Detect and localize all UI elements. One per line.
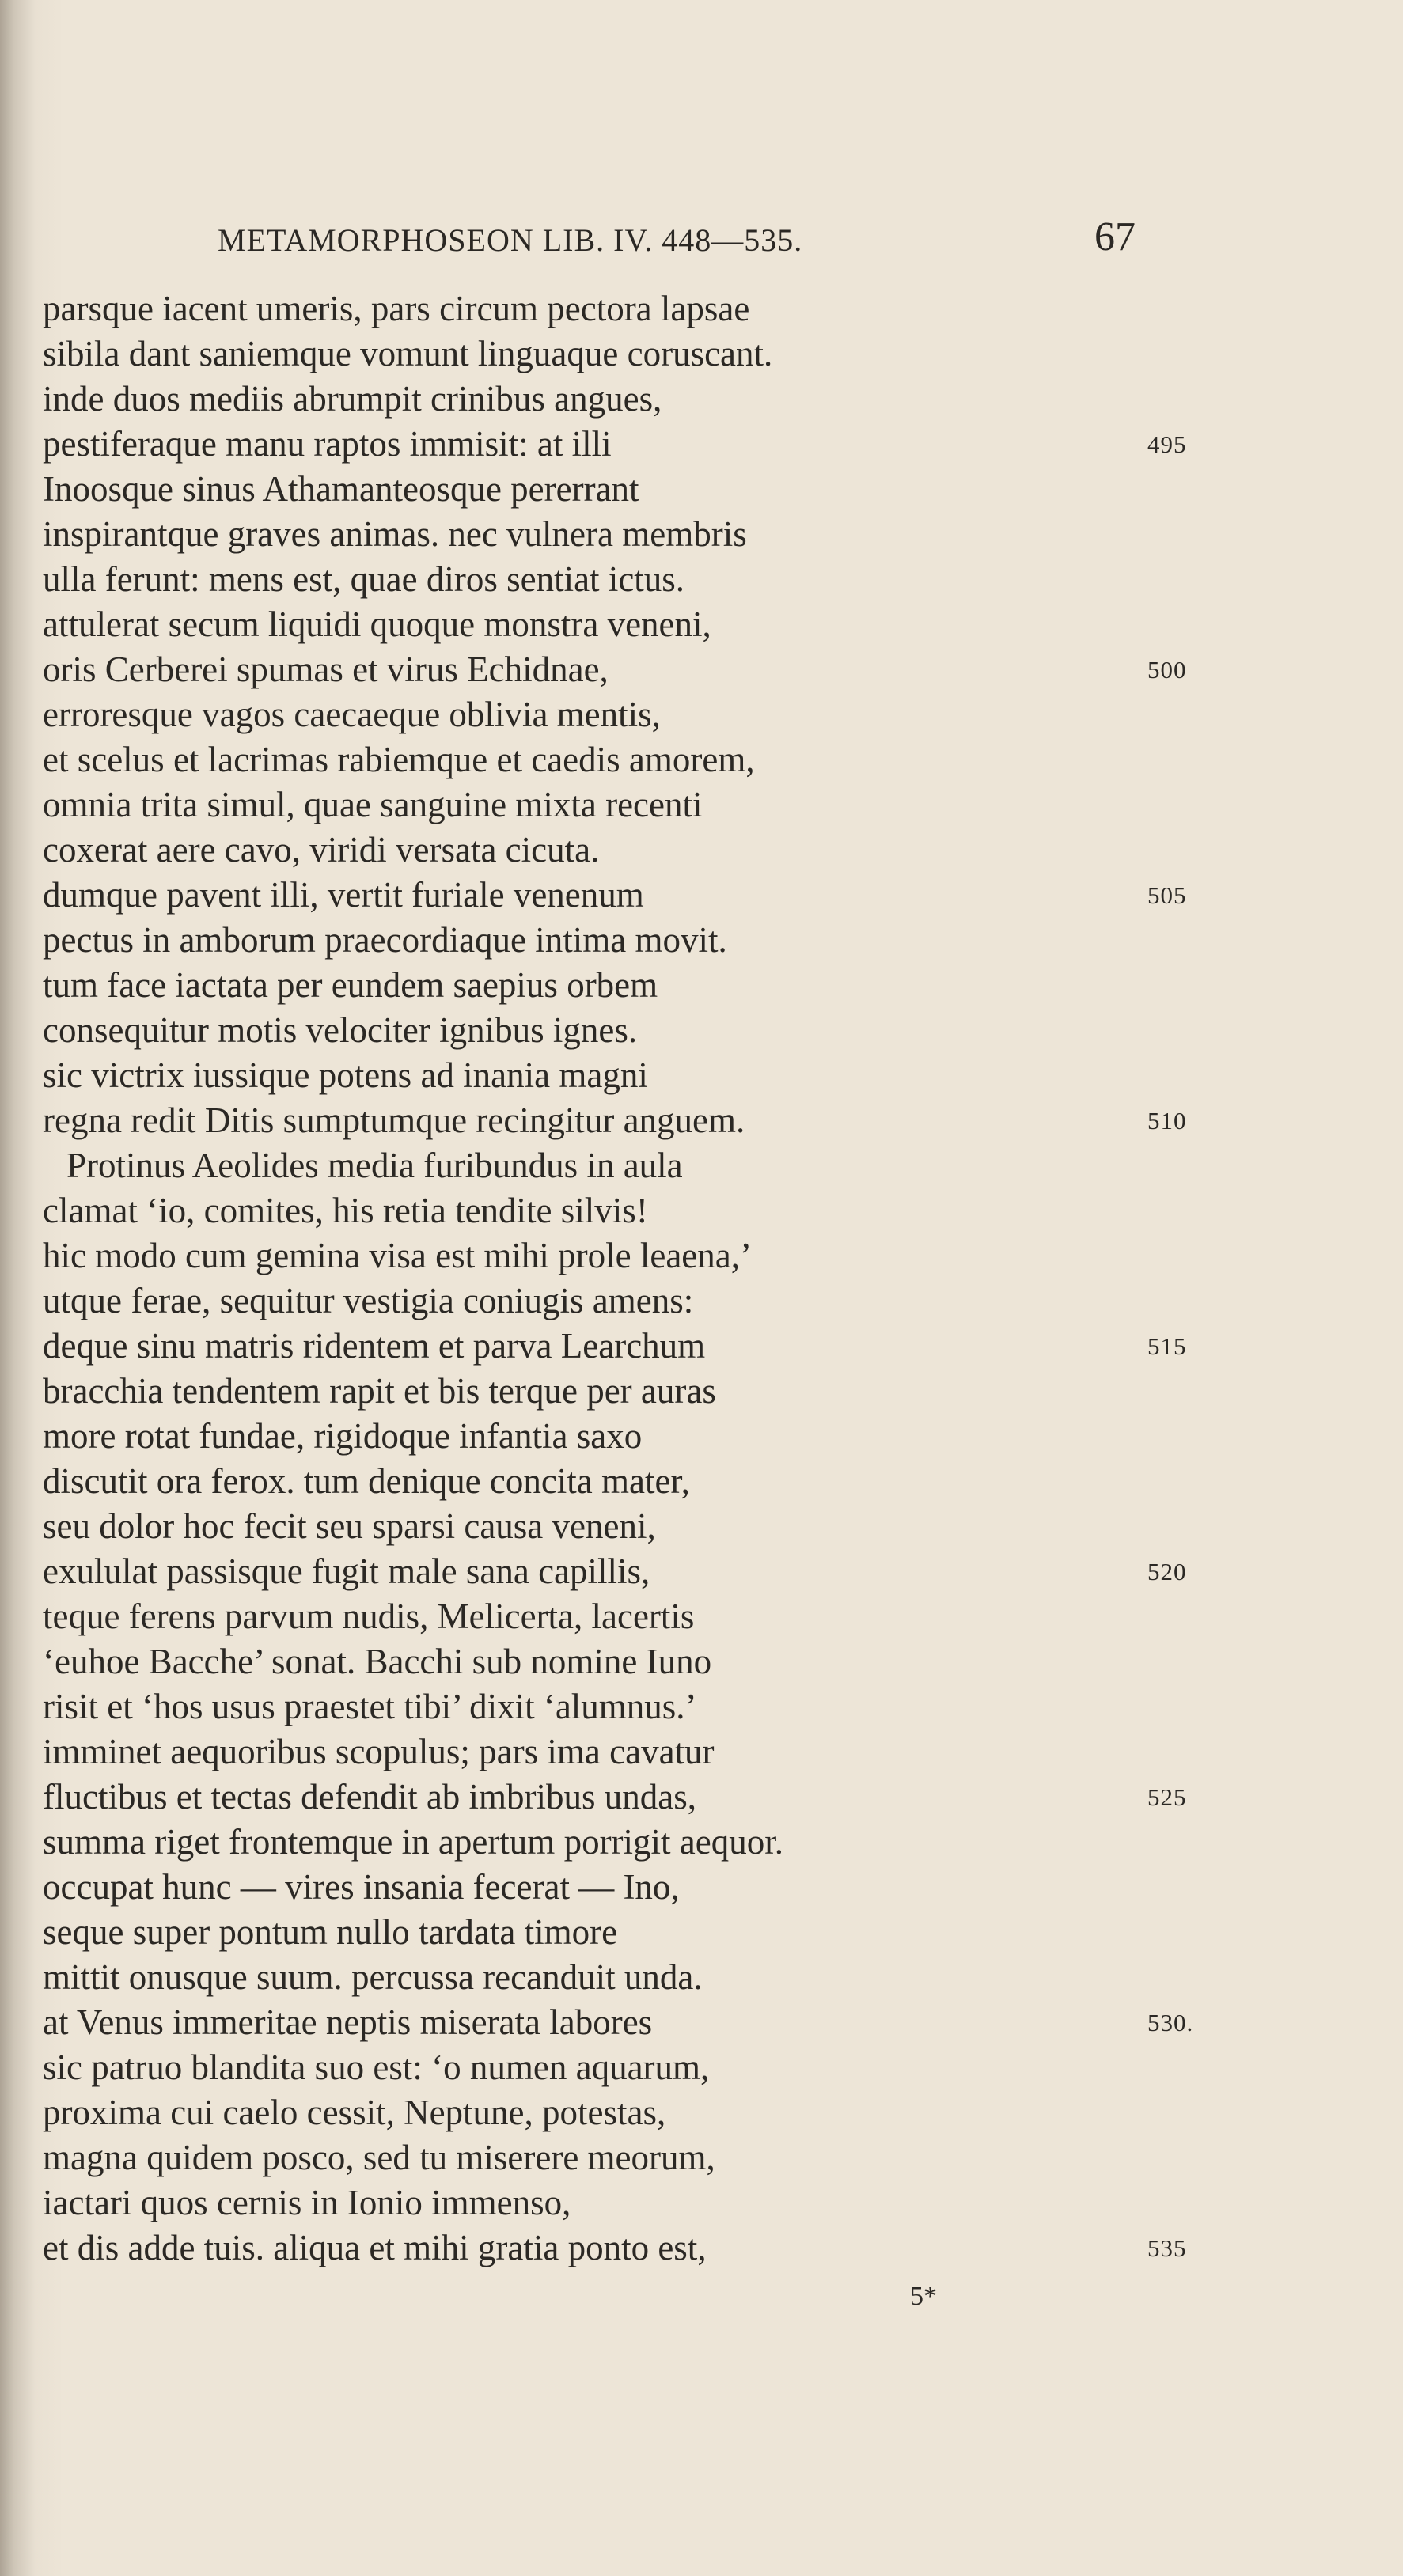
- verse-line-text: at Venus immeritae neptis miserata labores: [43, 2002, 653, 2042]
- verse-line-text: sic victrix iussique potens ad inania magni: [43, 1055, 648, 1095]
- verse-line: [43, 1008, 1214, 1053]
- verse-line-text: hic modo cum gemina visa est mihi prole leaena,’: [43, 1236, 752, 1275]
- verse-line: [43, 467, 1214, 512]
- verse-line-text: seu dolor hoc fecit seu sparsi causa veneni,: [43, 1506, 656, 1546]
- verse-line: [43, 422, 1214, 467]
- verse-line: [43, 2090, 1214, 2135]
- verse-line: [43, 737, 1214, 782]
- verse-line: [43, 512, 1214, 557]
- verse-line-text: attulerat secum liquidi quoque monstra veneni,: [43, 604, 711, 644]
- verse-line-text: teque ferens parvum nudis, Melicerta, lacertis: [43, 1597, 695, 1636]
- verse-line: [43, 557, 1214, 602]
- verse-line-text: Protinus Aeolides media furibundus in aula: [66, 1146, 683, 1185]
- verse-line-text: omnia trita simul, quae sanguine mixta recenti: [43, 785, 703, 824]
- verse-line-text: risit et ‘hos usus praestet tibi’ dixit ‘alumnus.’: [43, 1687, 697, 1726]
- verse-text: [43, 286, 1214, 2271]
- verse-line: [43, 1865, 1214, 1910]
- verse-line-text: coxerat aere cavo, viridi versata cicuta.: [43, 830, 600, 869]
- verse-line-text: sic patruo blandita suo est: ‘o numen aquarum,: [43, 2048, 710, 2087]
- verse-line-text: consequitur motis velociter ignibus ignes.: [43, 1010, 638, 1050]
- verse-line: [43, 1775, 1214, 1820]
- verse-line-text: ‘euhoe Bacche’ sonat. Bacchi sub nomine Iuno: [43, 1642, 712, 1681]
- verse-line-text: inspirantque graves animas. nec vulnera membris: [43, 514, 747, 554]
- verse-line-text: parsque iacent umeris, pars circum pectora lapsae: [43, 289, 750, 328]
- verse-line: [43, 1233, 1214, 1279]
- line-number: 520: [1147, 1558, 1187, 1585]
- verse-line-text: iactari quos cernis in Ionio immenso,: [43, 2183, 571, 2222]
- verse-line-text: sibila dant saniemque vomunt linguaque coruscant.: [43, 334, 773, 373]
- verse-line: [43, 2180, 1214, 2226]
- line-number: 535: [1147, 2234, 1187, 2262]
- verse-line: [43, 1729, 1214, 1775]
- verse-line: [43, 2226, 1214, 2271]
- verse-line: [43, 1279, 1214, 1324]
- verse-line-text: discutit ora ferox. tum denique concita mater,: [43, 1461, 690, 1501]
- verse-line: [43, 2135, 1214, 2180]
- verse-line: [43, 1639, 1214, 1684]
- verse-line: [43, 873, 1214, 918]
- verse-line: [43, 1459, 1214, 1504]
- verse-line: [43, 602, 1214, 647]
- verse-line: [43, 1414, 1214, 1459]
- verse-line: [43, 1053, 1214, 1098]
- verse-line: [43, 2000, 1214, 2045]
- verse-line: [43, 1324, 1214, 1369]
- verse-line: [43, 692, 1214, 737]
- line-number: 505: [1147, 881, 1187, 909]
- verse-line-text: clamat ‘io, comites, his retia tendite silvis!: [43, 1191, 648, 1230]
- verse-line-text: pectus in amborum praecordiaque intima movit.: [43, 920, 727, 960]
- verse-line: [43, 1820, 1214, 1865]
- verse-line-text: imminet aequoribus scopulus; pars ima cavatur: [43, 1732, 715, 1771]
- verse-line: [43, 782, 1214, 828]
- signature-mark: 5*: [910, 2282, 937, 2311]
- verse-line: [43, 1684, 1214, 1729]
- verse-line: [43, 1369, 1214, 1414]
- verse-line-text: et dis adde tuis. aliqua et mihi gratia ponto est,: [43, 2228, 707, 2267]
- line-number: 510: [1147, 1107, 1187, 1135]
- verse-line-text: mittit onusque suum. percussa recanduit unda.: [43, 1957, 703, 1997]
- line-number: 495: [1147, 430, 1187, 458]
- verse-line-text: bracchia tendentem rapit et bis terque per auras: [43, 1371, 716, 1411]
- verse-line-text: summa riget frontemque in apertum porrigit aequor.: [43, 1822, 783, 1862]
- verse-line: [43, 963, 1214, 1008]
- verse-line: [43, 331, 1214, 377]
- verse-line: [43, 1504, 1214, 1549]
- verse-line-text: seque super pontum nullo tardata timore: [43, 1912, 618, 1952]
- verse-line-text: Inoosque sinus Athamanteosque pererrant: [43, 469, 639, 509]
- page-header: [218, 214, 1136, 264]
- verse-line: [43, 828, 1214, 873]
- verse-line-text: proxima cui caelo cessit, Neptune, potestas,: [43, 2093, 666, 2132]
- verse-line-text: fluctibus et tectas defendit ab imbribus undas,: [43, 1777, 697, 1816]
- verse-line-text: more rotat fundae, rigidoque infantia saxo: [43, 1416, 643, 1456]
- verse-line: [43, 286, 1214, 331]
- verse-line-text: erroresque vagos caecaeque oblivia mentis,: [43, 695, 661, 734]
- line-number: 515: [1147, 1332, 1187, 1360]
- verse-line-text: occupat hunc — vires insania fecerat — Ino,: [43, 1867, 680, 1907]
- verse-line: [43, 1910, 1214, 1955]
- verse-line: [43, 1955, 1214, 2000]
- verse-line-text: et scelus et lacrimas rabiemque et caedis amorem,: [43, 740, 755, 779]
- verse-line: [43, 1143, 1214, 1188]
- verse-line-text: utque ferae, sequitur vestigia coniugis amens:: [43, 1281, 694, 1320]
- verse-line-text: magna quidem posco, sed tu miserere meorum,: [43, 2138, 715, 2177]
- verse-line-text: inde duos mediis abrumpit crinibus angues,: [43, 379, 662, 419]
- verse-line-text: oris Cerberei spumas et virus Echidnae,: [43, 650, 609, 689]
- verse-line: [43, 647, 1214, 692]
- verse-line-text: deque sinu matris ridentem et parva Learchum: [43, 1326, 706, 1366]
- verse-line: [43, 1549, 1214, 1594]
- verse-line-text: ulla ferunt: mens est, quae diros sentiat ictus.: [43, 559, 685, 599]
- verse-line: [43, 2045, 1214, 2090]
- verse-line-text: regna redit Ditis sumptumque recingitur anguem.: [43, 1100, 745, 1140]
- line-number: 530.: [1147, 2009, 1194, 2036]
- verse-line-text: exululat passisque fugit male sana capillis,: [43, 1551, 650, 1591]
- verse-line-text: tum face iactata per eundem saepius orbem: [43, 965, 658, 1005]
- verse-line: [43, 1594, 1214, 1639]
- line-number: 525: [1147, 1783, 1187, 1811]
- verse-line: [43, 1098, 1214, 1143]
- verse-line-text: dumque pavent illi, vertit furiale venenum: [43, 875, 644, 915]
- page-number: 67: [1094, 214, 1136, 259]
- verse-line: [43, 918, 1214, 963]
- verse-line: [43, 377, 1214, 422]
- running-head: METAMORPHOSEON LIB. IV. 448—535.: [218, 222, 803, 258]
- verse-line-text: pestiferaque manu raptos immisit: at illi: [43, 424, 612, 464]
- verse-line: [43, 1188, 1214, 1233]
- line-number: 500: [1147, 656, 1187, 684]
